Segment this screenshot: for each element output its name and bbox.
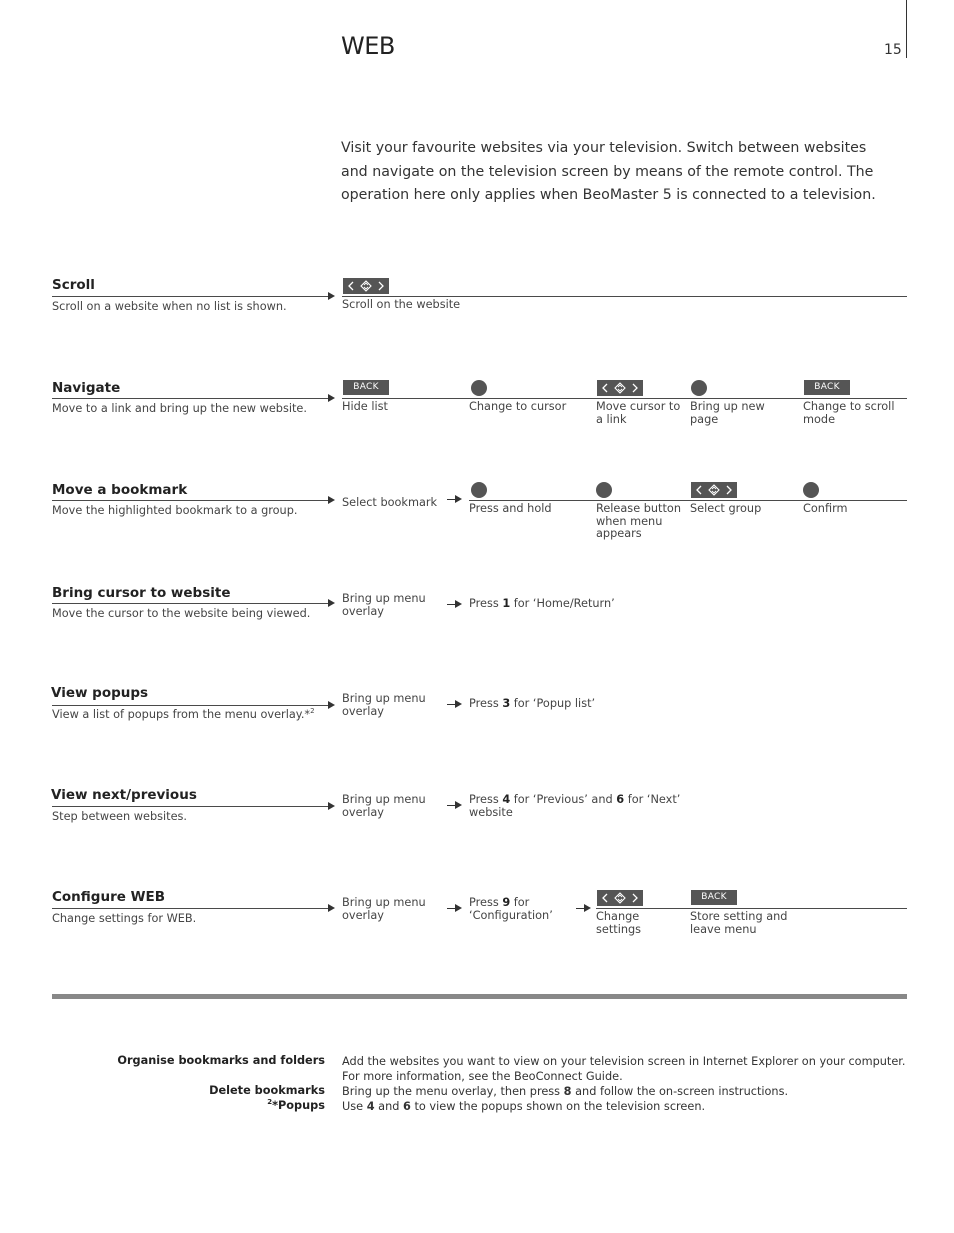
center-button-icon xyxy=(691,380,707,396)
step-select-group: Select group xyxy=(690,502,762,515)
section-desc-configure: Change settings for WEB. xyxy=(52,912,197,925)
section-desc-bookmark: Move the highlighted bookmark to a group. xyxy=(52,504,298,517)
arrow-icon xyxy=(328,292,335,300)
step-bring-up-page: Bring up new page xyxy=(690,400,765,426)
arrow-icon xyxy=(328,802,335,810)
intro-paragraph: Visit your favourite websites via your television. Switch between websites and navigate on the television screen by means of the remote control. The operation here only applies when BeoMaster 5 is connected to a television. xyxy=(341,140,876,203)
section-desc-navigate: Move to a link and bring up the new website. xyxy=(52,402,307,415)
section-title-configure: Configure WEB xyxy=(52,889,165,905)
footnote-text-delete: Bring up the menu overlay, then press 8 and follow the on-screen instructions. xyxy=(342,1085,789,1098)
step-move-cursor: Move cursor to a link xyxy=(596,400,681,426)
section-title-cursor: Bring cursor to website xyxy=(52,585,231,601)
section-rule xyxy=(52,908,330,909)
page-title: WEB xyxy=(341,32,395,60)
footnote-text-popups: Use 4 and 6 to view the popups shown on the television screen. xyxy=(342,1100,706,1113)
step-press-home: Press 1 for ‘Home/Return’ xyxy=(469,597,615,610)
arrow-icon xyxy=(447,800,462,811)
step-bring-up-menu: Bring up menu overlay xyxy=(342,896,426,922)
navigation-button-icon xyxy=(597,380,643,396)
page-edge-rule xyxy=(906,0,907,58)
step-bring-up-menu: Bring up menu overlay xyxy=(342,592,426,618)
arrow-icon xyxy=(447,599,462,610)
step-change-scroll-mode: Change to scroll mode xyxy=(803,400,895,426)
step-select-bookmark: Select bookmark xyxy=(342,496,438,509)
step-rule xyxy=(342,296,907,297)
step-change-settings: Change settings xyxy=(596,910,642,936)
step-release-button: Release button when menu appears xyxy=(596,502,681,540)
section-desc-scroll: Scroll on a website when no list is shown. xyxy=(52,300,287,313)
section-desc-nextprev: Step between websites. xyxy=(52,810,187,823)
step-rule xyxy=(342,398,907,399)
step-rule xyxy=(469,500,907,501)
arrow-icon xyxy=(328,496,335,504)
section-rule xyxy=(52,705,330,706)
arrow-icon xyxy=(328,394,335,402)
back-button-icon: BACK xyxy=(804,380,850,395)
section-rule xyxy=(52,500,330,501)
center-button-icon xyxy=(471,380,487,396)
section-rule xyxy=(52,603,330,604)
center-button-icon xyxy=(803,482,819,498)
arrow-icon xyxy=(447,494,462,505)
arrow-icon xyxy=(447,903,462,914)
section-title-popups: View popups xyxy=(51,685,149,701)
step-press-popup-list: Press 3 for ‘Popup list’ xyxy=(469,697,596,710)
arrow-icon xyxy=(328,904,335,912)
step-hide-list: Hide list xyxy=(342,400,388,413)
section-rule xyxy=(52,806,330,807)
back-button-icon: BACK xyxy=(343,380,389,395)
section-rule xyxy=(52,398,330,399)
footnote-text-organise: Add the websites you want to view on your television screen in Internet Explorer on your computer. For more information, see the BeoConnect Guide. xyxy=(342,1055,906,1083)
section-desc-popups: View a list of popups from the menu overlay.*$^2$ xyxy=(52,707,315,721)
section-rule xyxy=(52,296,330,297)
center-button-icon xyxy=(596,482,612,498)
step-bring-up-menu: Bring up menu overlay xyxy=(342,793,426,819)
center-button-icon xyxy=(471,482,487,498)
page-number: 15 xyxy=(884,42,902,58)
arrow-icon xyxy=(576,903,591,914)
navigation-button-icon xyxy=(691,482,737,498)
step-press-configuration: Press 9 for ‘Configuration’ xyxy=(469,896,553,922)
arrow-icon xyxy=(328,701,335,709)
section-desc-cursor: Move the cursor to the website being viewed. xyxy=(52,607,311,620)
section-title-bookmark: Move a bookmark xyxy=(52,482,188,498)
footnote-label-popups: $^2$*Popups xyxy=(267,1098,325,1112)
step-bring-up-menu: Bring up menu overlay xyxy=(342,692,426,718)
section-title-scroll: Scroll xyxy=(52,277,95,293)
step-store-setting: Store setting and leave menu xyxy=(690,910,788,936)
step-confirm: Confirm xyxy=(803,502,848,515)
footnote-label-organise: Organise bookmarks and folders xyxy=(117,1054,325,1067)
step-rule xyxy=(596,908,907,909)
section-divider xyxy=(52,994,907,999)
navigation-button-icon xyxy=(343,278,389,294)
step-change-to-cursor: Change to cursor xyxy=(469,400,567,413)
section-title-nextprev: View next/previous xyxy=(51,787,197,803)
navigation-button-icon xyxy=(597,890,643,906)
footnote-label-delete: Delete bookmarks xyxy=(209,1084,325,1097)
step-press-next-previous: Press 4 for ‘Previous’ and 6 for ‘Next’ website xyxy=(469,793,681,819)
section-title-navigate: Navigate xyxy=(52,380,121,396)
arrow-icon xyxy=(447,699,462,710)
step-press-and-hold: Press and hold xyxy=(469,502,552,515)
step-scroll-website: Scroll on the website xyxy=(342,298,461,311)
arrow-icon xyxy=(328,599,335,607)
back-button-icon: BACK xyxy=(691,890,737,905)
